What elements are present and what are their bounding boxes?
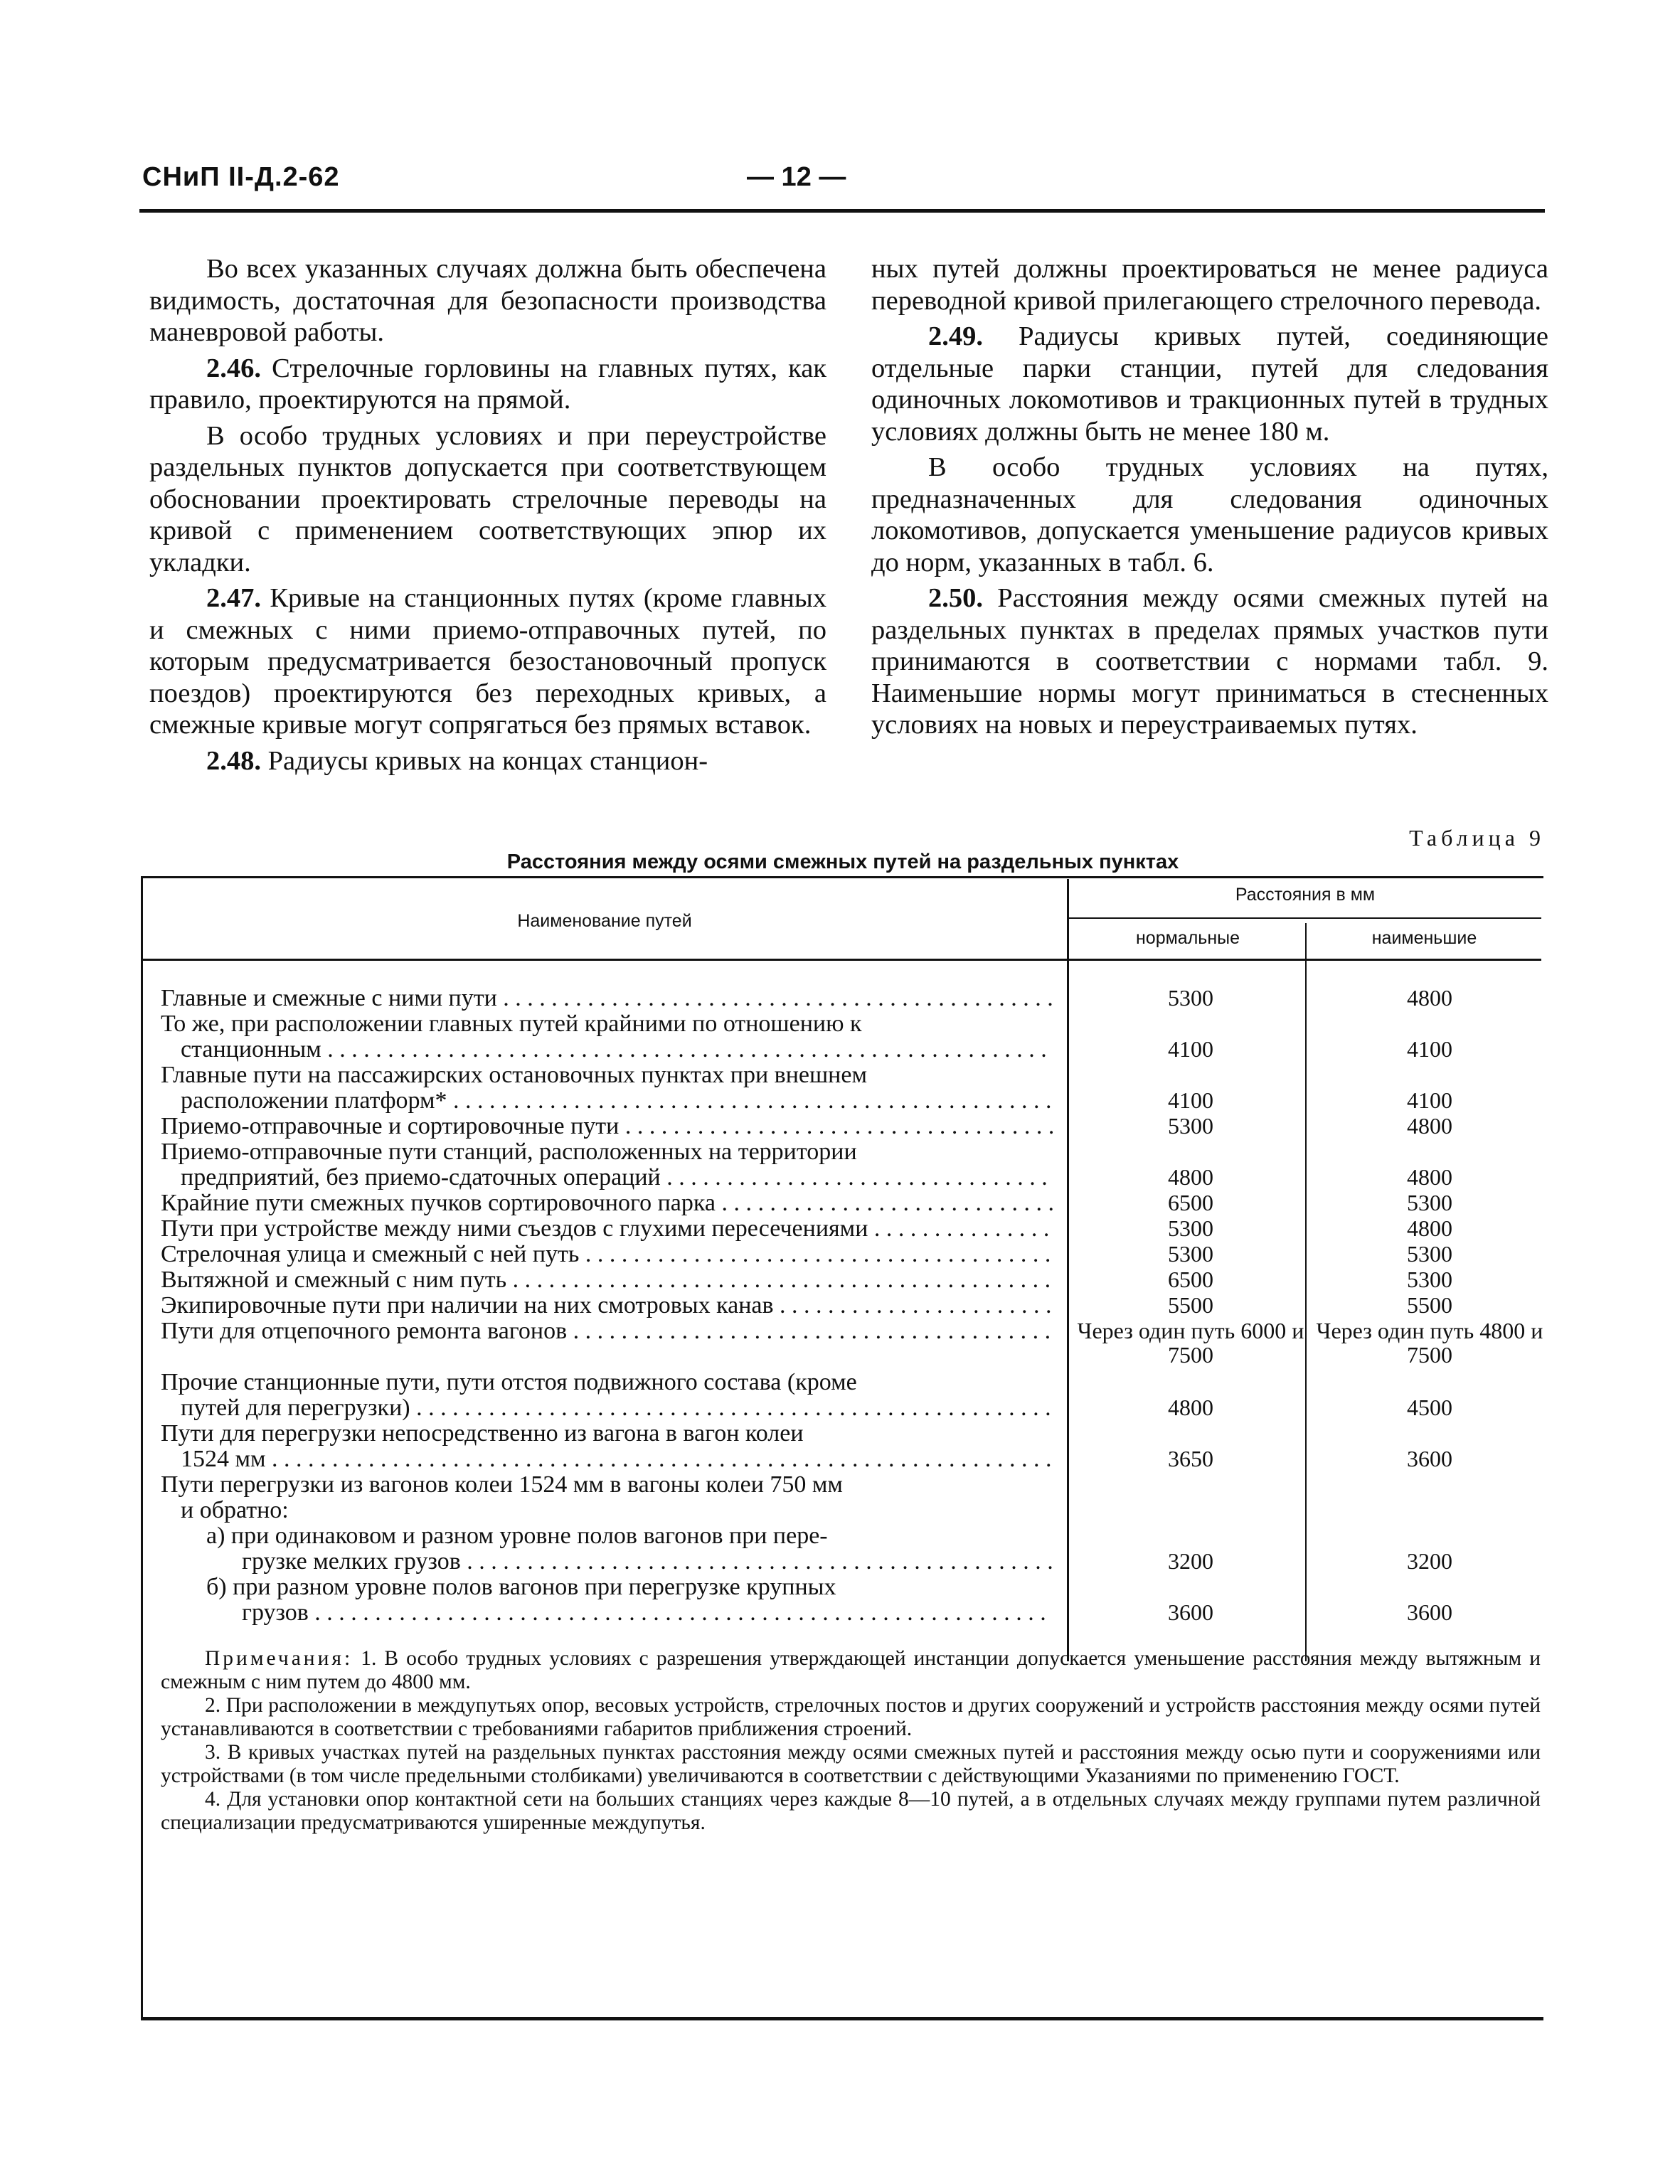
track-name-line: Главные пути на пассажирских остановочных пунктах при внешнем (161, 1062, 867, 1088)
track-name-cell (161, 1139, 1053, 1190)
header-distances: Расстояния в мм (1235, 885, 1376, 905)
track-name-cell (161, 1370, 1053, 1421)
track-name-cell (161, 1242, 1053, 1267)
track-name-line: Главные и смежные с ними пути . . . (161, 986, 1053, 1011)
minimum-value-cell: 4800 (1407, 1164, 1452, 1190)
normal-value-cell: 4800 (1168, 1395, 1213, 1420)
track-name-line: Пути для перегрузки непосредственно из вагона в вагон колеи (161, 1421, 804, 1447)
right-text-column (871, 253, 1548, 741)
table-label: Таблица 9 (1409, 825, 1545, 851)
paragraph-2-47: 2.47. Кривые на станционных путях (кроме главных и смежных с ними приемо-отправочных путей, по которым предусматривается безостановочный пропуск поездов) проектируются без переходных кривых, а смежные кривые могут сопрягаться без прямых вставок. (149, 583, 826, 740)
track-name-cell (161, 1114, 1053, 1139)
paragraph: В особо трудных условиях на путях, предназначенных для следования одиночных локомотивов, допускается уменьшение радиусов кривых до норм, указанных в табл. 6. (871, 452, 1548, 577)
track-name-line: Крайние пути смежных пучков сортировочного парка . . . (161, 1190, 1053, 1216)
note-4: 4. Для установки опор контактной сети на больших станциях через каждые 8—10 путей, а в отдельных случаях между группами путем различной специализации предусматриваются уширенные междупутья. (161, 1788, 1541, 1834)
minimum-value-cell: 4800 (1407, 1215, 1452, 1241)
track-name-line: б) при разном уровне полов вагонов при перегрузке крупных (206, 1575, 836, 1600)
normal-value-cell: 5300 (1168, 1215, 1213, 1241)
normal-value-cell: 5300 (1168, 1113, 1213, 1139)
normal-value-cell: 4800 (1168, 1164, 1213, 1190)
track-name-cell (161, 1421, 1053, 1472)
track-name-line: Приемо-отправочные пути станций, расположенных на территории (161, 1139, 857, 1165)
minimum-value-cell: 5300 (1407, 1267, 1452, 1292)
track-name-line: 1524 мм . . . (161, 1447, 1053, 1472)
paragraph-2-46: 2.46. Стрелочные горловины на главных путях, как правило, проектируются на прямой. (149, 353, 827, 415)
minimum-value-cell: 5300 (1407, 1190, 1452, 1215)
normal-value-cell: 3200 (1168, 1548, 1213, 1574)
track-name-line: и обратно: (181, 1498, 289, 1523)
track-name-cell (161, 1267, 1053, 1293)
track-name-line: Стрелочная улица и смежный с ней путь . . . (161, 1242, 1053, 1267)
header-normal: нормальные (1136, 928, 1240, 948)
track-name-line: Пути для отцепочного ремонта вагонов . . . (161, 1319, 1053, 1344)
note-3: 3. В кривых участках путей на раздельных пунктах расстояния между осями смежных путей и расстояния между осью пути и сооружениями или устройствами (в том числе предельными столбиками) увеличиваются в соответствии с действующими Указаниями по применению ГОСТ. (161, 1741, 1541, 1787)
normal-value-cell: 6500 (1168, 1267, 1213, 1292)
normal-value-cell: Через один путь 6000 и 7500 (1077, 1318, 1304, 1368)
track-name-cell (161, 1190, 1053, 1216)
track-name-cell (161, 1319, 1053, 1344)
page-bottom-rule (141, 2017, 1543, 2020)
track-name-cell (161, 1575, 1053, 1626)
track-name-line: предприятий, без приемо-сдаточных операций . . . (161, 1165, 1053, 1190)
left-text-column (149, 253, 826, 777)
document-code: СНиП II-Д.2-62 (142, 162, 340, 192)
minimum-value-cell: 4800 (1407, 985, 1452, 1011)
vertical-rule (1305, 923, 1307, 1661)
minimum-value-cell: 5300 (1407, 1241, 1452, 1267)
note-1: Примечания: 1. В особо трудных условиях с разрешения утверждающей инстанции допускается уменьшение расстояния между вытяжным и смежным с ним путем до 4800 мм. (161, 1647, 1541, 1693)
normal-value-cell: 5500 (1168, 1292, 1213, 1318)
header-rule (139, 209, 1545, 213)
track-name-line: расположении платформ* . . . (161, 1088, 1053, 1114)
track-name-cell (161, 1216, 1053, 1242)
track-name-line: Вытяжной и смежный с ним путь . . . (161, 1267, 1053, 1293)
normal-value-cell: 4100 (1168, 1087, 1213, 1113)
normal-value-cell: 4100 (1168, 1036, 1213, 1062)
minimum-value-cell: 4100 (1407, 1036, 1452, 1062)
normal-value-cell: 6500 (1168, 1190, 1213, 1215)
header-track-name: Наименование путей (517, 911, 692, 931)
page-header (142, 162, 1543, 205)
track-name-line: станционным . . . (161, 1037, 1053, 1062)
header-minimum: наименьшие (1371, 928, 1477, 948)
table-notes (161, 1647, 1541, 1835)
track-name-line: грузке мелких грузов . . . (161, 1549, 1053, 1575)
paragraph-2-50: 2.50. Расстояния между осями смежных путей на раздельных пунктах в пределах прямых участков пути принимаются в соответствии с нормами табл. 9. Наименьшие нормы могут приниматься в стесненных условиях на новых и переустраиваемых путях. (871, 583, 1549, 740)
track-name-line: грузов . . . (161, 1600, 1053, 1626)
track-name-line: То же, при расположении главных путей крайними по отношению к (161, 1011, 862, 1037)
track-name-line: Экипировочные пути при наличии на них смотровых канав . . . (161, 1293, 1053, 1319)
header-bottom-rule (142, 959, 1541, 961)
minimum-value-cell: 4100 (1407, 1087, 1452, 1113)
track-name-line: путей для перегрузки) . . . (161, 1395, 1053, 1421)
track-name-cell (161, 986, 1053, 1011)
track-name-line: Пути при устройстве между ними съездов с глухими пересечениями . . . (161, 1216, 1053, 1242)
table-caption: Расстояния между осями смежных путей на раздельных пунктах (506, 851, 1179, 873)
vertical-rule (1067, 879, 1069, 1661)
minimum-value-cell: Через один путь 4800 и 7500 (1316, 1318, 1543, 1368)
paragraph-2-49: 2.49. Радиусы кривых путей, соединяющие отдельные парки станции, путей для следования одиночных локомотивов и тракционных путей в трудных условиях должны быть не менее 180 м. (871, 321, 1548, 447)
minimum-value-cell: 4500 (1407, 1395, 1452, 1420)
note-2: 2. При расположении в междупутьях опор, весовых устройств, стрелочных постов и других сооружений и устройств расстояния между осями путей устанавливаются в соответствии с требованиями габаритов приближения строений. (161, 1694, 1541, 1740)
track-name-line: Приемо-отправочные и сортировочные пути . . . (161, 1114, 1053, 1139)
minimum-value-cell: 5500 (1407, 1292, 1452, 1318)
track-name-cell (161, 1293, 1053, 1319)
normal-value-cell: 5300 (1168, 1241, 1213, 1267)
paragraph-2-48: 2.48. Радиусы кривых на концах станцион- (206, 745, 708, 776)
track-name-line: Пути перегрузки из вагонов колеи 1524 мм в вагоны колеи 750 мм (161, 1472, 843, 1498)
paragraph: Во всех указанных случаях должна быть обеспечена видимость, достаточная для безопасности производства маневровой работы. (149, 254, 826, 347)
minimum-value-cell: 3200 (1407, 1548, 1452, 1574)
page-number: — 12 — (747, 162, 846, 192)
minimum-value-cell: 3600 (1407, 1446, 1452, 1471)
paragraph-continued: ных путей должны проектироваться не менее радиуса переводной кривой прилегающего стрелочного перевода. (871, 254, 1548, 316)
minimum-value-cell: 4800 (1407, 1113, 1452, 1139)
track-name-line: Прочие станционные пути, пути отстоя подвижного состава (кроме (161, 1370, 857, 1395)
track-name-line: а) при одинаковом и разном уровне полов вагонов при пере- (206, 1523, 828, 1549)
track-name-cell (161, 1011, 1053, 1062)
track-name-cell (161, 1472, 1053, 1523)
track-name-cell (161, 1062, 1053, 1114)
table-top-rule (141, 876, 1543, 878)
normal-value-cell: 5300 (1168, 985, 1213, 1011)
minimum-value-cell: 3600 (1407, 1599, 1452, 1625)
header-rule (1069, 917, 1541, 919)
normal-value-cell: 3650 (1168, 1446, 1213, 1471)
normal-value-cell: 3600 (1168, 1599, 1213, 1625)
paragraph: В особо трудных условиях и при переустройстве раздельных пунктов допускается при соответствующем обосновании проектировать стрелочные переводы на кривой с применением соответствующих эпюр их укладки. (149, 420, 826, 577)
track-name-cell (161, 1523, 1053, 1575)
